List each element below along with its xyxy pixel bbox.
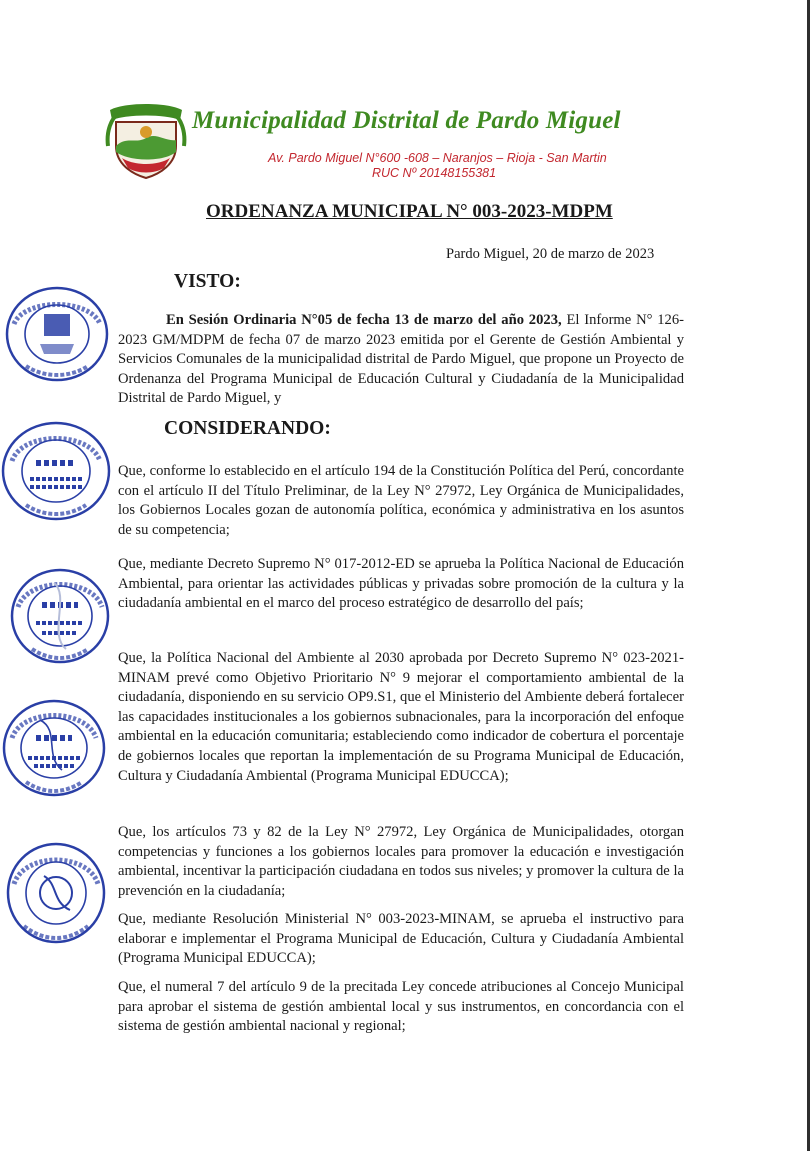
issue-date: Pardo Miguel, 20 de marzo de 2023 [446,246,655,262]
asesoria-legal-seal-stamp [8,565,112,667]
considerando-paragraph: Que, los artículos 73 y 82 de la Ley N° 27972, Ley Orgánica de Municipalidades, otorgan competencias y funciones a los gobiernos locales para promover la educación e investigación ambiental, incentivar la participación ciudadana en todos sus niveles; y promover la cultura de la prevención en la ciudadanía; [118,824,684,899]
considerando-paragraph: Que, mediante Resolución Ministerial N° 003-2023-MINAM, se aprueba el instructivo para elaborar e implementar el Programa Municipal de Educación, Cultura y Ciudadanía Ambiental (Programa Municipal EDUCCA); [118,911,684,967]
considerando-paragraph: Que, el numeral 7 del artículo 9 de la precitada Ley concede atribuciones al Concejo Municipal para aprobar el sistema de gestión ambiental local y sus instrumentos, en concordancia con el sistema de gestión ambiental nacional y regional; [118,979,684,1035]
gerencia-municipal-seal-stamp [0,419,112,523]
alcaldia-seal-stamp [4,284,110,384]
visto-paragraph [118,311,684,409]
ordinance-title: ORDENANZA MUNICIPAL N° 003-2023-MDPM [206,201,613,222]
visto-heading: VISTO: [174,271,241,292]
municipal-coat-of-arms-logo [104,100,188,180]
pardo-miguel-seal-stamp [4,840,108,946]
visto-session-text: En Sesión Ordinaria N°05 de fecha 13 de marzo del año 2023, [166,312,562,328]
municipality-ruc: RUC Nº 20148155381 [372,166,497,180]
considerando-heading: CONSIDERANDO: [164,418,331,439]
considerando-paragraph: Que, la Política Nacional del Ambiente al 2030 aprobada por Decreto Supremo N° 023-2021-MINAM prevé como Objetivo Prioritario N° 9 mejorar el comportamiento ambiental de la ciudadanía, disponiendo en su servicio OP9.S1, que el Ministerio del Ambiente deberá fortalecer las capacidades institucionales a los gobiernos subnacionales, para la incorporación del enfoque ambiental en la educación comunitaria; estableciendo como indicador de cobertura el porcentaje de gobiernos locales que reportan la implementación de su Programa Municipal de Educación, Cultura y Ciudadanía Ambiental (Programa Municipal EDUCCA); [118,650,684,784]
municipality-address: Av. Pardo Miguel N°600 -608 – Naranjos – Rioja - San Martin [268,151,607,165]
considerando-paragraph: Que, conforme lo establecido en el artículo 194 de la Constitución Política del Perú, concordante con el artículo II del Título Preliminar, de la Ley N° 27972, Ley Orgánica de Municipalidades, los Gobiernos Locales gozan de autonomía política, económica y administrativa en los asuntos de su competencia; [118,463,684,538]
considerando-paragraph: Que, mediante Decreto Supremo N° 017-2012-ED se aprueba la Política Nacional de Educación Ambiental, para orientar las actividades públicas y privadas sobre promoción de la cultura y la ciudadanía ambiental en el marco del proceso estratégico de desarrollo del país; [118,556,684,612]
visto-body-text: El Informe N° 126-2023 GM/MDPM de fecha 07 de marzo 2023 emitida por el Gerente de Gestión Ambiental y Servicios Comunales de la municipalidad distrital de Pardo Miguel, que propone un Proyecto de Ordenanza del Programa Municipal de Educación Cultural y Ciudadanía de la Municipalidad Distrital de Pardo Miguel, y [118,312,685,407]
secretaria-general-seal-stamp [0,696,108,800]
municipality-name: Municipalidad Distrital de Pardo Miguel [192,107,621,134]
